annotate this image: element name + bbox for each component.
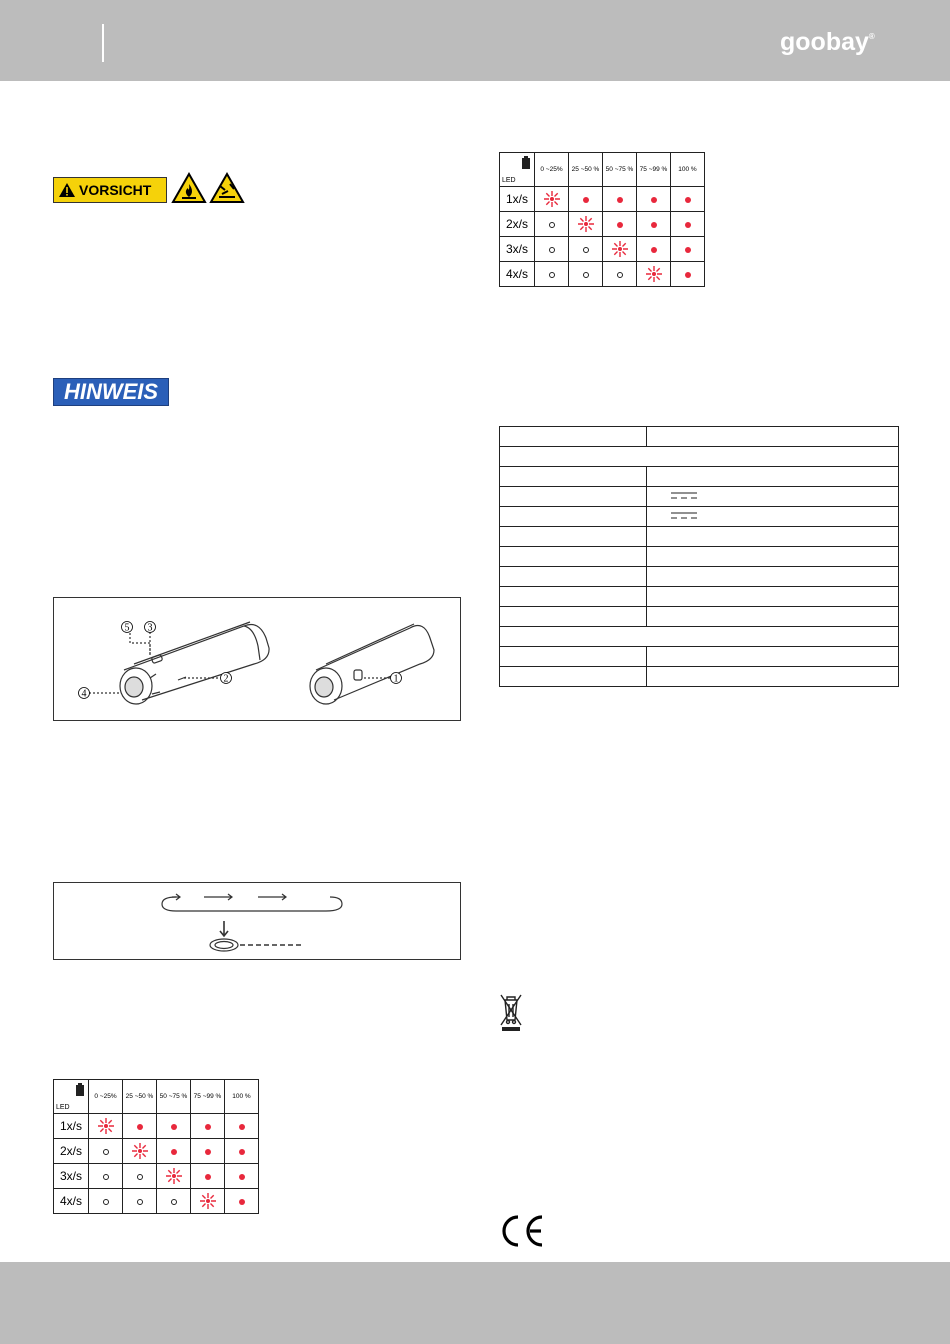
led-off-icon <box>89 1189 123 1214</box>
led-status-table-1 <box>53 1079 259 1214</box>
led-on-icon <box>225 1139 259 1164</box>
led-off-icon <box>535 212 569 237</box>
led-blinking-icon <box>157 1164 191 1189</box>
led-corner-cell: LED <box>54 1080 89 1114</box>
caution-text: VORSICHT <box>79 182 152 198</box>
led-corner-cell: LED <box>500 153 535 187</box>
callout-4: 4 <box>81 688 87 700</box>
led-col-header: 25 ~50 % <box>569 153 603 187</box>
led-off-icon <box>123 1189 157 1214</box>
table-row <box>500 627 899 647</box>
led-row-label: 3x/s <box>500 237 535 262</box>
led-blinking-icon <box>603 237 637 262</box>
led-on-icon <box>637 187 671 212</box>
led-on-icon <box>123 1114 157 1139</box>
table-row <box>500 587 899 607</box>
led-off-icon <box>569 262 603 287</box>
led-col-header: 75 ~99 % <box>637 153 671 187</box>
battery-icon <box>75 1083 85 1097</box>
warning-icon <box>58 182 76 198</box>
led-row-label: 3x/s <box>54 1164 89 1189</box>
led-on-icon <box>603 187 637 212</box>
led-on-icon <box>671 237 705 262</box>
battery-icon <box>521 156 531 170</box>
led-on-icon <box>191 1139 225 1164</box>
led-off-icon <box>89 1139 123 1164</box>
led-on-icon <box>671 212 705 237</box>
led-col-header: 50 ~75 % <box>603 153 637 187</box>
led-row <box>500 187 705 212</box>
led-off-icon <box>569 237 603 262</box>
led-on-icon <box>157 1114 191 1139</box>
led-off-icon <box>603 262 637 287</box>
callout-5: 5 <box>124 622 130 634</box>
table-row <box>500 567 899 587</box>
header-divider <box>102 24 104 62</box>
table-row <box>500 487 899 507</box>
led-row-label: 4x/s <box>54 1189 89 1214</box>
led-on-icon <box>671 187 705 212</box>
led-row <box>500 212 705 237</box>
mode-cycle-figure <box>53 882 461 960</box>
led-on-icon <box>603 212 637 237</box>
mode-cycle-diagram <box>54 883 460 959</box>
led-off-icon <box>535 237 569 262</box>
dc-symbol-icon <box>671 511 697 521</box>
table-row <box>500 647 899 667</box>
led-on-icon <box>225 1164 259 1189</box>
corrosive-icon <box>209 172 245 204</box>
led-blinking-icon <box>535 187 569 212</box>
led-row-label: 1x/s <box>54 1114 89 1139</box>
led-col-header: 100 % <box>671 153 705 187</box>
led-on-icon <box>191 1164 225 1189</box>
led-on-icon <box>225 1114 259 1139</box>
led-row-label: 2x/s <box>500 212 535 237</box>
table-row <box>500 447 899 467</box>
led-off-icon <box>123 1164 157 1189</box>
table-row <box>500 427 899 447</box>
table-row <box>500 607 899 627</box>
led-row <box>500 262 705 287</box>
led-row <box>54 1164 259 1189</box>
led-blinking-icon <box>191 1189 225 1214</box>
led-off-icon <box>535 262 569 287</box>
callout-3: 3 <box>147 622 153 634</box>
spec-table <box>499 426 899 687</box>
led-on-icon <box>569 187 603 212</box>
note-label: HINWEIS <box>53 378 169 406</box>
led-blinking-icon <box>569 212 603 237</box>
led-row-label: 2x/s <box>54 1139 89 1164</box>
callout-1: 1 <box>393 673 399 685</box>
led-row <box>54 1114 259 1139</box>
led-row <box>54 1189 259 1214</box>
ce-mark-icon <box>499 1214 545 1248</box>
led-blinking-icon <box>637 262 671 287</box>
led-on-icon <box>637 212 671 237</box>
table-row <box>500 667 899 687</box>
led-blinking-icon <box>89 1114 123 1139</box>
led-col-header: 0 ~25% <box>89 1080 123 1114</box>
led-col-header: 25 ~50 % <box>123 1080 157 1114</box>
led-col-header: 50 ~75 % <box>157 1080 191 1114</box>
table-row <box>500 547 899 567</box>
dc-symbol-icon <box>671 491 697 501</box>
table-row <box>500 467 899 487</box>
led-on-icon <box>637 237 671 262</box>
led-off-icon <box>89 1164 123 1189</box>
led-row-label: 4x/s <box>500 262 535 287</box>
led-row <box>500 237 705 262</box>
led-on-icon <box>157 1139 191 1164</box>
table-row <box>500 507 899 527</box>
flammable-icon <box>171 172 207 204</box>
caution-label <box>53 177 167 203</box>
led-on-icon <box>191 1114 225 1139</box>
weee-bin-icon <box>499 992 523 1032</box>
led-status-table-2 <box>499 152 705 287</box>
device-figure <box>53 597 461 721</box>
brand-logo: goobay® <box>780 28 875 56</box>
page-footer <box>0 1262 950 1344</box>
led-row-label: 1x/s <box>500 187 535 212</box>
led-blinking-icon <box>123 1139 157 1164</box>
flashlight-illustration <box>54 598 460 720</box>
led-on-icon <box>225 1189 259 1214</box>
led-col-header: 0 ~25% <box>535 153 569 187</box>
led-row <box>54 1139 259 1164</box>
table-row <box>500 527 899 547</box>
led-col-header: 100 % <box>225 1080 259 1114</box>
led-on-icon <box>671 262 705 287</box>
callout-2: 2 <box>223 673 229 685</box>
led-off-icon <box>157 1189 191 1214</box>
led-col-header: 75 ~99 % <box>191 1080 225 1114</box>
